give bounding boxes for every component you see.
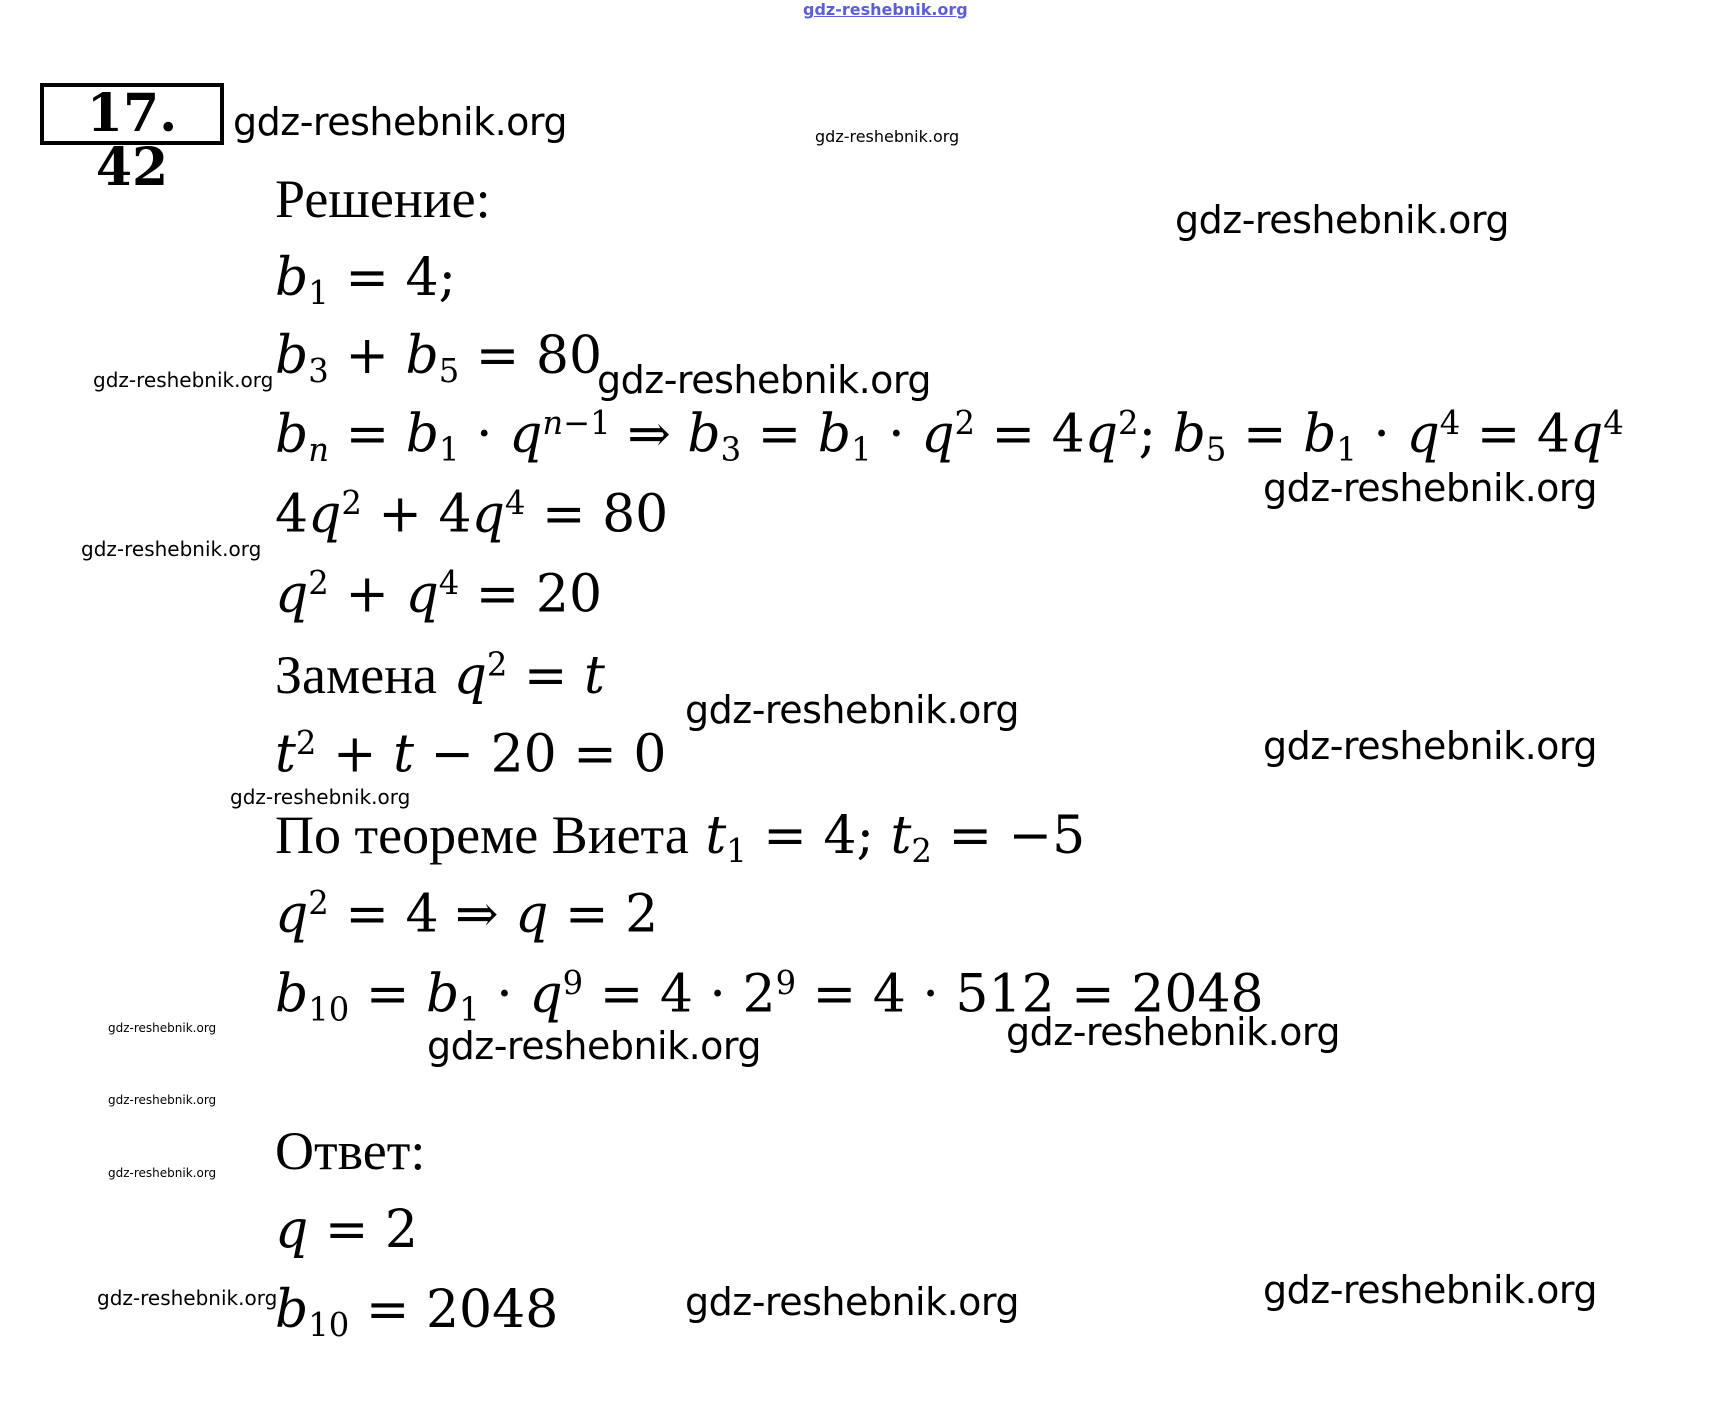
answer-line: q = 2 xyxy=(275,1200,419,1260)
watermark: gdz-reshebnik.org xyxy=(1263,466,1598,510)
answer-line: $b_{10} = 2048$ xyxy=(275,1280,559,1345)
formula-line: $t^2 + t - 20 = 0$ xyxy=(275,724,667,785)
formula-line: $b_n = b_1 \cdot q^{n-1}$ ⇒ $b_3 = b_1 \cdot q^2 = 4q^2$; $b_5 = b_1 \cdot q^4 = 4q^4$ xyxy=(275,404,1624,469)
problem-number: 17. 42 xyxy=(86,83,178,198)
watermark: gdz-reshebnik.org xyxy=(427,1024,762,1068)
watermark: gdz-reshebnik.org xyxy=(97,1286,278,1310)
formula-line: $b_3 + b_5 = 80$ xyxy=(275,326,603,391)
solution-heading: Решение: xyxy=(275,169,491,229)
watermark: gdz-reshebnik.org xyxy=(81,537,262,561)
watermark: gdz-reshebnik.org xyxy=(1175,198,1510,242)
watermark: gdz-reshebnik.org xyxy=(685,688,1020,732)
watermark: gdz-reshebnik.org xyxy=(108,1021,217,1035)
watermark: gdz-reshebnik.org xyxy=(108,1166,217,1180)
watermark: gdz-reshebnik.org xyxy=(233,100,568,144)
watermark: gdz-reshebnik.org xyxy=(1263,724,1598,768)
answer-heading: Ответ: xyxy=(275,1121,426,1181)
watermark: gdz-reshebnik.org xyxy=(1006,1010,1341,1054)
substitution-label: Замена xyxy=(275,645,438,705)
watermark: gdz-reshebnik.org xyxy=(803,0,968,19)
watermark: gdz-reshebnik.org xyxy=(597,358,932,402)
problem-number-box xyxy=(40,83,224,198)
formula-line: $q^2 = 4$ ⇒ q = 2 xyxy=(275,884,659,945)
formula-line: $b_{10} = b_1 \cdot q^9 = 4 \cdot 2^9 = 4 \cdot 512 = 2048$ xyxy=(275,964,1264,1029)
formula-line: По теореме Виета $t_1 = 4$; $t_2 = -5$ xyxy=(275,805,1086,871)
watermark: gdz-reshebnik.org xyxy=(1263,1268,1598,1312)
watermark: gdz-reshebnik.org xyxy=(815,127,960,146)
formula-line: $q^2 + q^4 = 20$ xyxy=(275,564,603,625)
watermark: gdz-reshebnik.org xyxy=(230,785,411,809)
watermark: gdz-reshebnik.org xyxy=(685,1280,1020,1324)
vieta-label: По теореме Виета xyxy=(275,805,689,865)
formula-line: $b_1 = 4$; xyxy=(275,248,457,313)
formula-line: $4q^2 + 4q^4 = 80$ xyxy=(275,484,669,545)
watermark: gdz-reshebnik.org xyxy=(93,368,274,392)
watermark: gdz-reshebnik.org xyxy=(108,1093,217,1107)
formula-line: Замена $q^2 = t$ xyxy=(275,645,605,706)
